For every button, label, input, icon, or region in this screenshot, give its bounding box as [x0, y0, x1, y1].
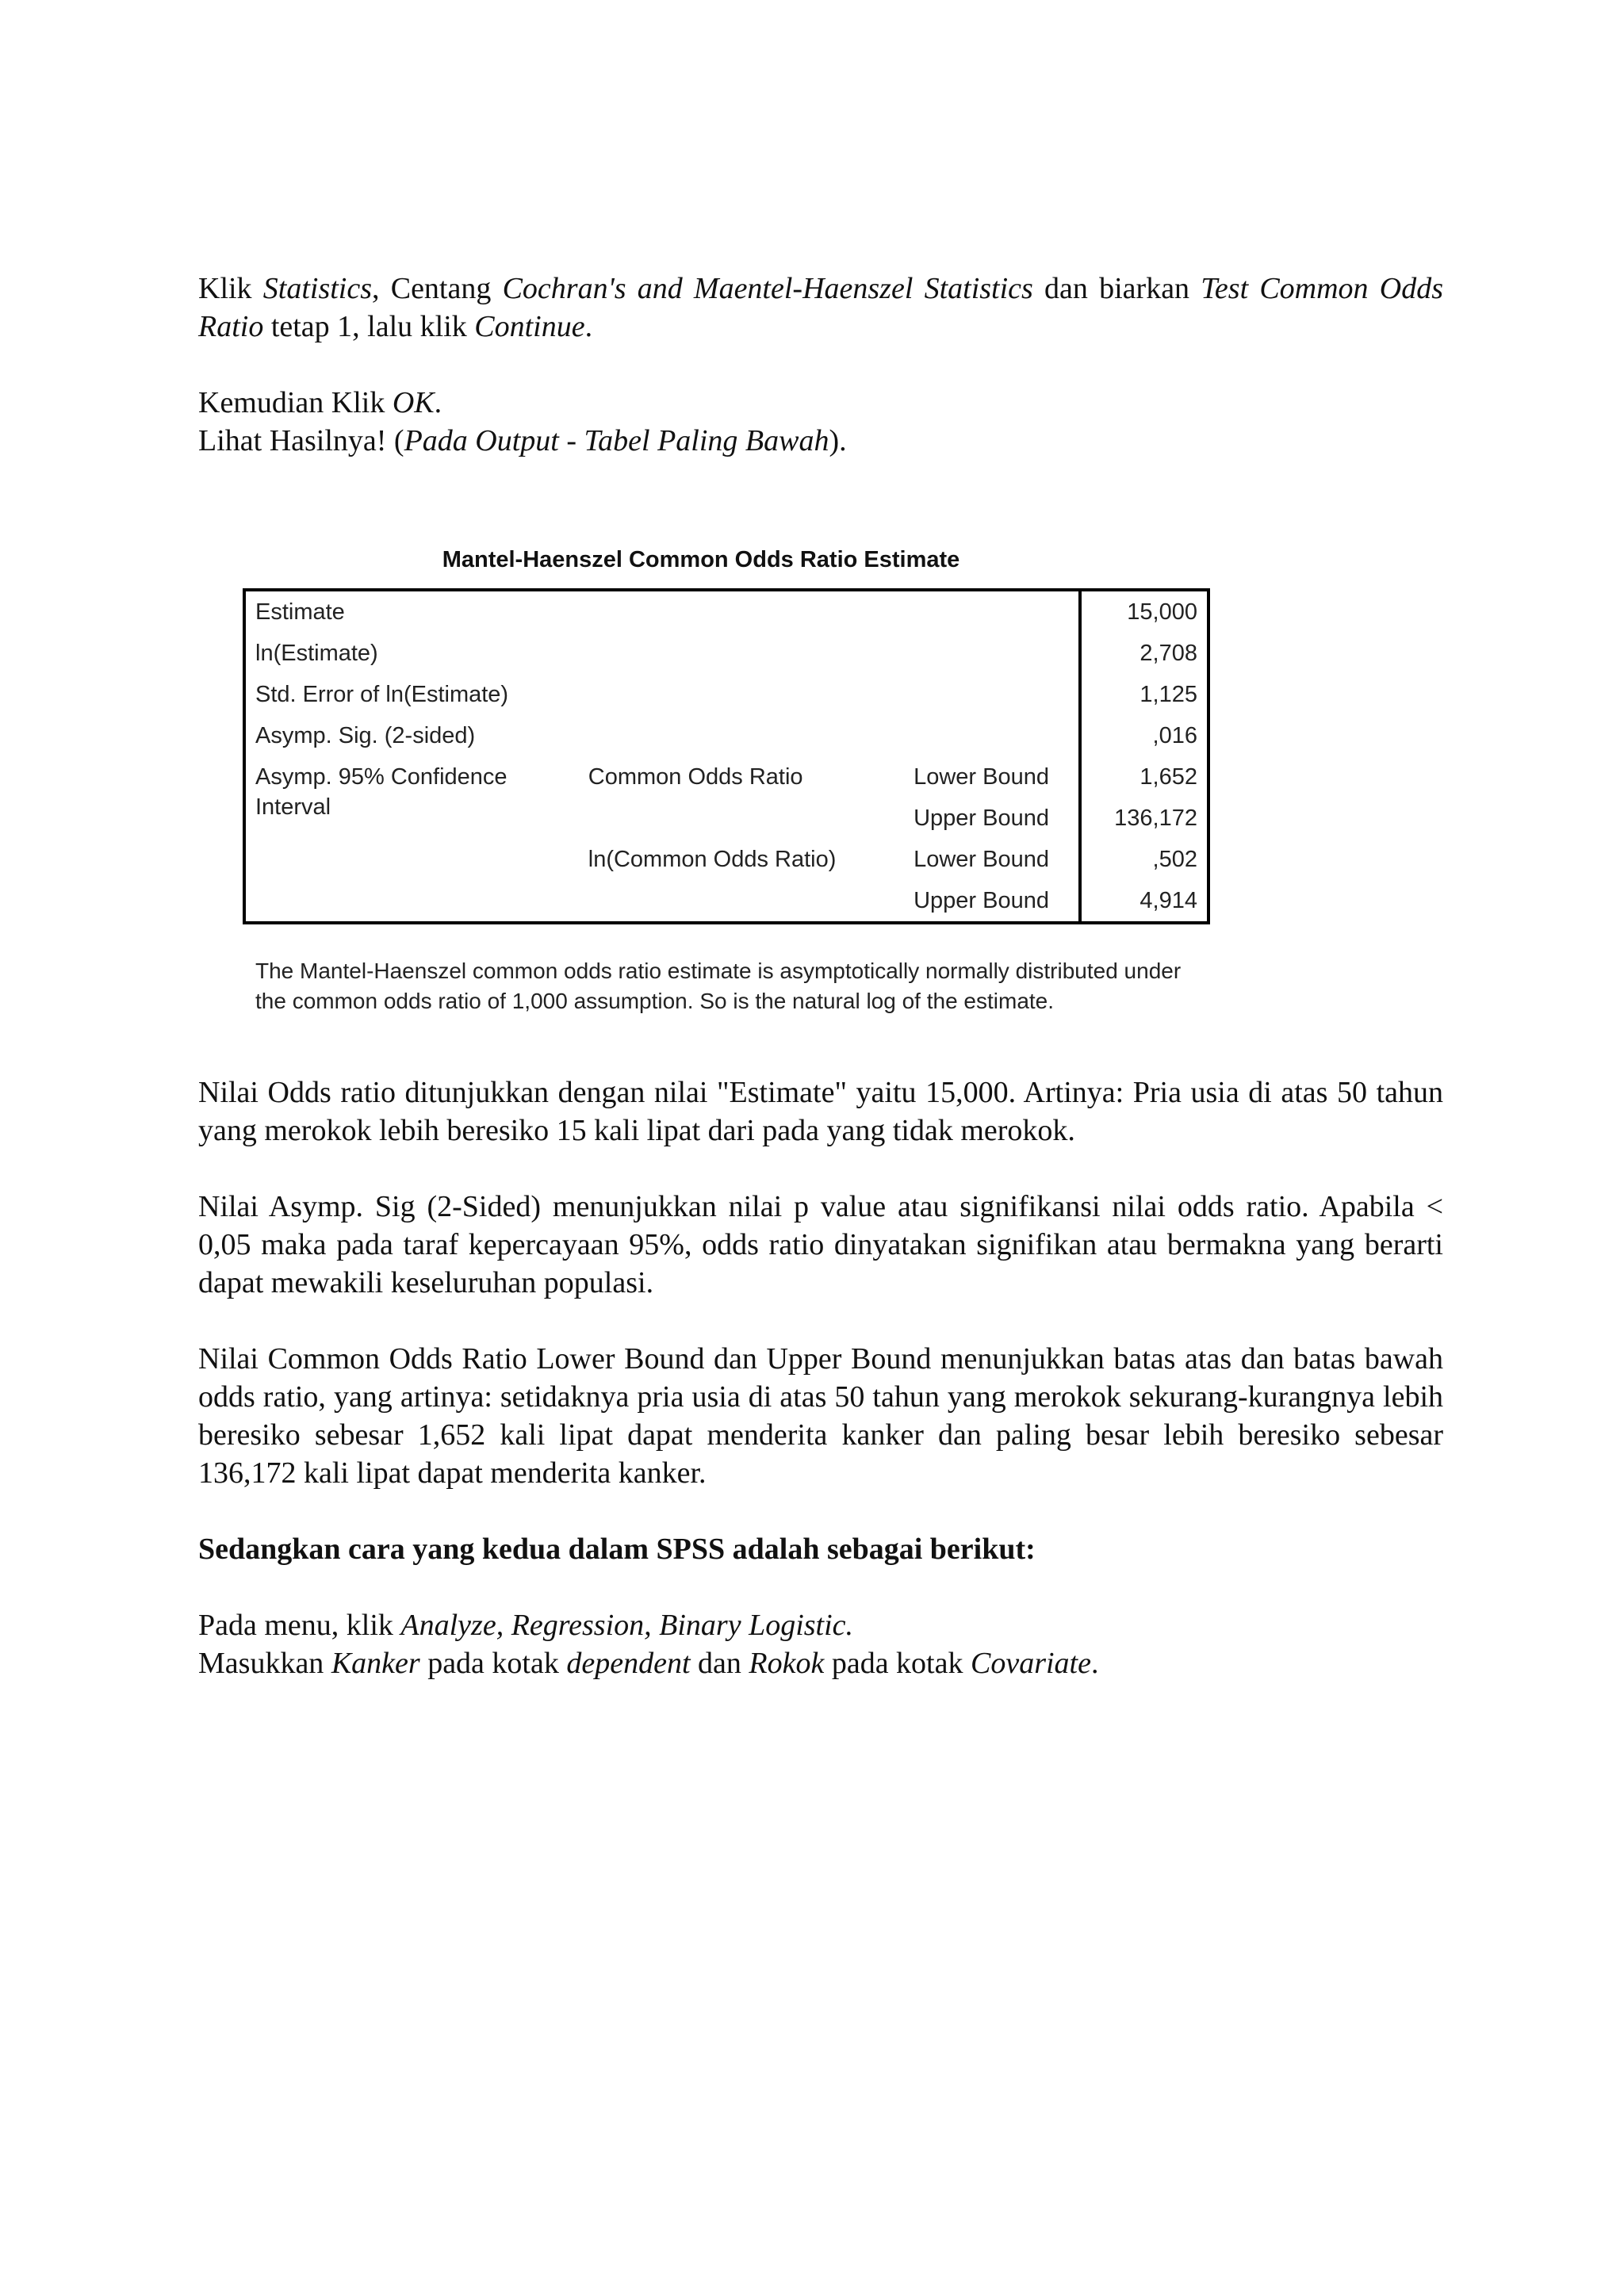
ci-bound-label: Upper Bound	[914, 805, 1049, 831]
ci-value: 4,914	[1080, 880, 1209, 923]
text: Klik	[198, 272, 263, 305]
paragraph-ok-line	[198, 384, 1443, 422]
text: .	[584, 310, 593, 343]
table-title: Mantel-Haenszel Common Odds Ratio Estimate	[442, 547, 960, 572]
text: Lihat Hasilnya! (	[198, 424, 404, 457]
table-row	[244, 590, 1208, 633]
paragraph-instructions	[198, 270, 1443, 346]
text: pada kotak	[824, 1647, 971, 1680]
row-label: ln(Estimate)	[255, 640, 378, 666]
text-italic: Pada Output - Tabel Paling Bawah	[404, 424, 829, 457]
text: Kemudian Klik	[198, 386, 393, 419]
table-row	[244, 715, 1208, 756]
empty-cell	[904, 590, 1079, 633]
text-italic: Rokok	[749, 1647, 825, 1680]
ci-group-label	[579, 798, 904, 839]
document-page	[198, 270, 1443, 1682]
ci-value: 1,652	[1080, 756, 1209, 798]
ci-group-label: Common Odds Ratio	[588, 763, 803, 790]
row-value: 2,708	[1080, 633, 1209, 674]
empty-cell	[579, 674, 904, 715]
text-italic: Kanker	[331, 1647, 420, 1680]
row-label: Asymp. Sig. (2-sided)	[255, 722, 476, 748]
text-italic: dependent	[566, 1647, 691, 1680]
text: ).	[829, 424, 847, 457]
text-italic: OK	[392, 386, 435, 419]
table-row	[244, 756, 1208, 798]
paragraph-menu-line	[198, 1606, 1443, 1644]
table-footnote: The Mantel-Haenszel common odds ratio estimate is asymptotically normally distributed under the common odds ratio of 1,000 assumption. So is the natural log of the estimate.	[255, 959, 1182, 1013]
ci-bound-label: Lower Bound	[914, 846, 1049, 872]
ci-value: 136,172	[1080, 798, 1209, 839]
row-value: 15,000	[1080, 590, 1209, 633]
empty-cell	[904, 674, 1079, 715]
odds-ratio-table	[243, 588, 1210, 924]
text: tetap 1, lalu klik	[263, 310, 475, 343]
spss-output-figure	[217, 547, 1248, 1054]
ci-group-label	[579, 880, 904, 923]
row-label: Estimate	[255, 599, 345, 625]
ci-label: Asymp. 95% Confidence Interval	[255, 764, 508, 820]
table-row	[244, 674, 1208, 715]
empty-cell	[579, 590, 904, 633]
text: dan	[690, 1647, 749, 1680]
text: pada kotak	[419, 1647, 567, 1680]
empty-cell	[579, 715, 904, 756]
empty-cell	[579, 633, 904, 674]
ci-value: ,502	[1080, 839, 1209, 880]
ci-group-label: ln(Common Odds Ratio)	[588, 846, 837, 872]
paragraph-result-line	[198, 422, 1443, 460]
row-value: 1,125	[1080, 674, 1209, 715]
text-italic: Covariate	[970, 1647, 1091, 1680]
text: .	[434, 386, 442, 419]
text: Masukkan	[198, 1647, 331, 1680]
ci-bound-label: Upper Bound	[914, 887, 1049, 913]
table-row	[244, 633, 1208, 674]
text-italic: Analyze, Regression, Binary Logistic.	[400, 1609, 854, 1642]
row-label: Std. Error of ln(Estimate)	[255, 681, 509, 707]
paragraph-input-line	[198, 1644, 1443, 1682]
row-value: ,016	[1080, 715, 1209, 756]
paragraph-bounds: Nilai Common Odds Ratio Lower Bound dan Upper Bound menunjukkan batas atas dan batas bawah odds ratio, yang artinya: setidaknya pria usia di atas 50 tahun yang merokok sekurang-kurangnya lebih beresiko sebesar 1,652 kali lipat dapat menderita kanker dan paling besar lebih beresiko sebesar 136,172 kali lipat dapat menderita kanker.	[198, 1342, 1443, 1490]
section-heading: Sedangkan cara yang kedua dalam SPSS adalah sebagai berikut:	[198, 1533, 1036, 1566]
text-italic: Test Common Odds Ratio	[198, 272, 1444, 343]
text-italic: Statistics	[262, 272, 373, 305]
empty-cell	[904, 715, 1079, 756]
text: .	[1090, 1647, 1099, 1680]
paragraph-estimate: Nilai Odds ratio ditunjukkan dengan nilai "Estimate" yaitu 15,000. Artinya: Pria usia di atas 50 tahun yang merokok lebih beresiko 15 kali lipat dari pada yang tidak merokok.	[198, 1076, 1443, 1147]
text-italic: Continue	[474, 310, 585, 343]
empty-cell	[904, 633, 1079, 674]
paragraph-significance: Nilai Asymp. Sig (2-Sided) menunjukkan nilai p value atau signifikansi nilai odds ratio. Apabila < 0,05 maka pada taraf kepercayaan 95%, odds ratio dinyatakan signifikan atau bermakna yang berarti dapat mewakili keseluruhan populasi.	[198, 1190, 1443, 1299]
text-italic: Cochran's and Maentel-Haenszel Statistics	[502, 272, 1033, 305]
ci-bound-label: Lower Bound	[914, 763, 1049, 790]
text: Pada menu, klik	[198, 1609, 401, 1642]
text: dan biarkan	[1032, 272, 1201, 305]
text: , Centang	[372, 272, 503, 305]
